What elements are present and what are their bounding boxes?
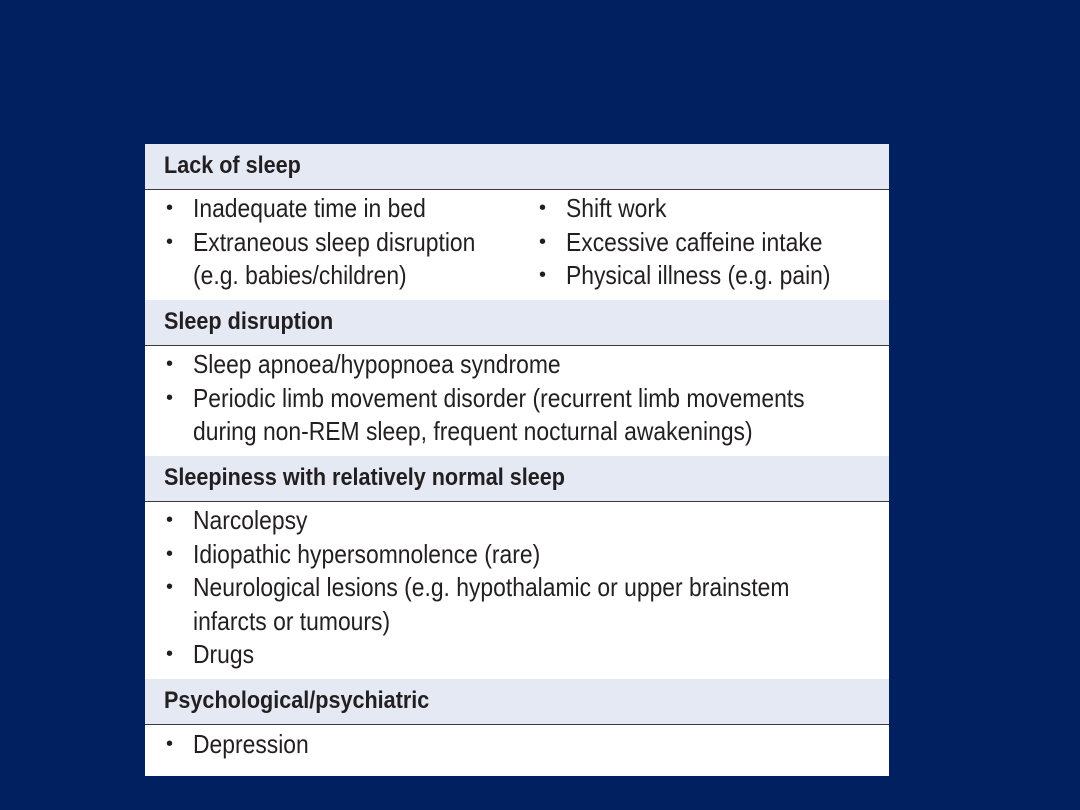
- section-heading: Psychological/psychiatric: [164, 687, 430, 714]
- list-item: • Inadequate time in bed: [164, 192, 514, 226]
- bullet-icon: •: [166, 643, 174, 666]
- list-item: • Extraneous sleep disruption (e.g. babies/children): [166, 226, 476, 291]
- bullet-icon: •: [166, 542, 174, 565]
- bullet-icon: •: [166, 230, 174, 253]
- list-item: • Sleep apnoea/hypopnoea syndrome: [164, 348, 888, 382]
- list-item: • Physical illness (e.g. pain): [537, 259, 867, 293]
- bullet-icon: •: [539, 230, 547, 253]
- list-item: • Shift work: [537, 192, 867, 226]
- lack-of-sleep-right-list: [537, 192, 867, 293]
- bullet-icon: •: [166, 576, 174, 599]
- section-header-psychological: [145, 679, 889, 725]
- sleepiness-list: [164, 504, 871, 672]
- bullet-icon: •: [166, 386, 174, 409]
- bullet-icon: •: [166, 197, 174, 219]
- list-item: • Drugs: [164, 638, 871, 672]
- bullet-icon: •: [166, 733, 174, 755]
- bullet-icon: •: [166, 509, 174, 531]
- section-heading: Sleepiness with relatively normal sleep: [164, 464, 565, 491]
- list-item: • Narcolepsy: [164, 504, 871, 538]
- psychological-list: [164, 728, 325, 762]
- causes-table: [145, 144, 889, 776]
- bullet-icon: •: [539, 197, 547, 219]
- bullet-icon: •: [539, 264, 547, 287]
- list-item: • Excessive caffeine intake: [537, 226, 867, 260]
- section-heading: Sleep disruption: [164, 308, 334, 335]
- section-header-lack-of-sleep: [145, 144, 889, 190]
- section-heading: Lack of sleep: [164, 152, 301, 179]
- lack-of-sleep-left-list: [164, 192, 514, 293]
- sleep-disruption-list: [164, 348, 888, 449]
- section-header-sleep-disruption: [145, 300, 889, 346]
- section-header-sleepiness-normal-sleep: [145, 456, 889, 502]
- list-item: • Depression: [164, 728, 325, 762]
- list-item: • Periodic limb movement disorder (recurrent limb movements during non-REM sleep, frequent nocturnal awakenings): [166, 382, 805, 447]
- bullet-icon: •: [166, 353, 174, 375]
- list-item: • Neurological lesions (e.g. hypothalamic or upper brainstem infarcts or tumours): [166, 572, 790, 636]
- list-item: • Idiopathic hypersomnolence (rare): [164, 538, 871, 572]
